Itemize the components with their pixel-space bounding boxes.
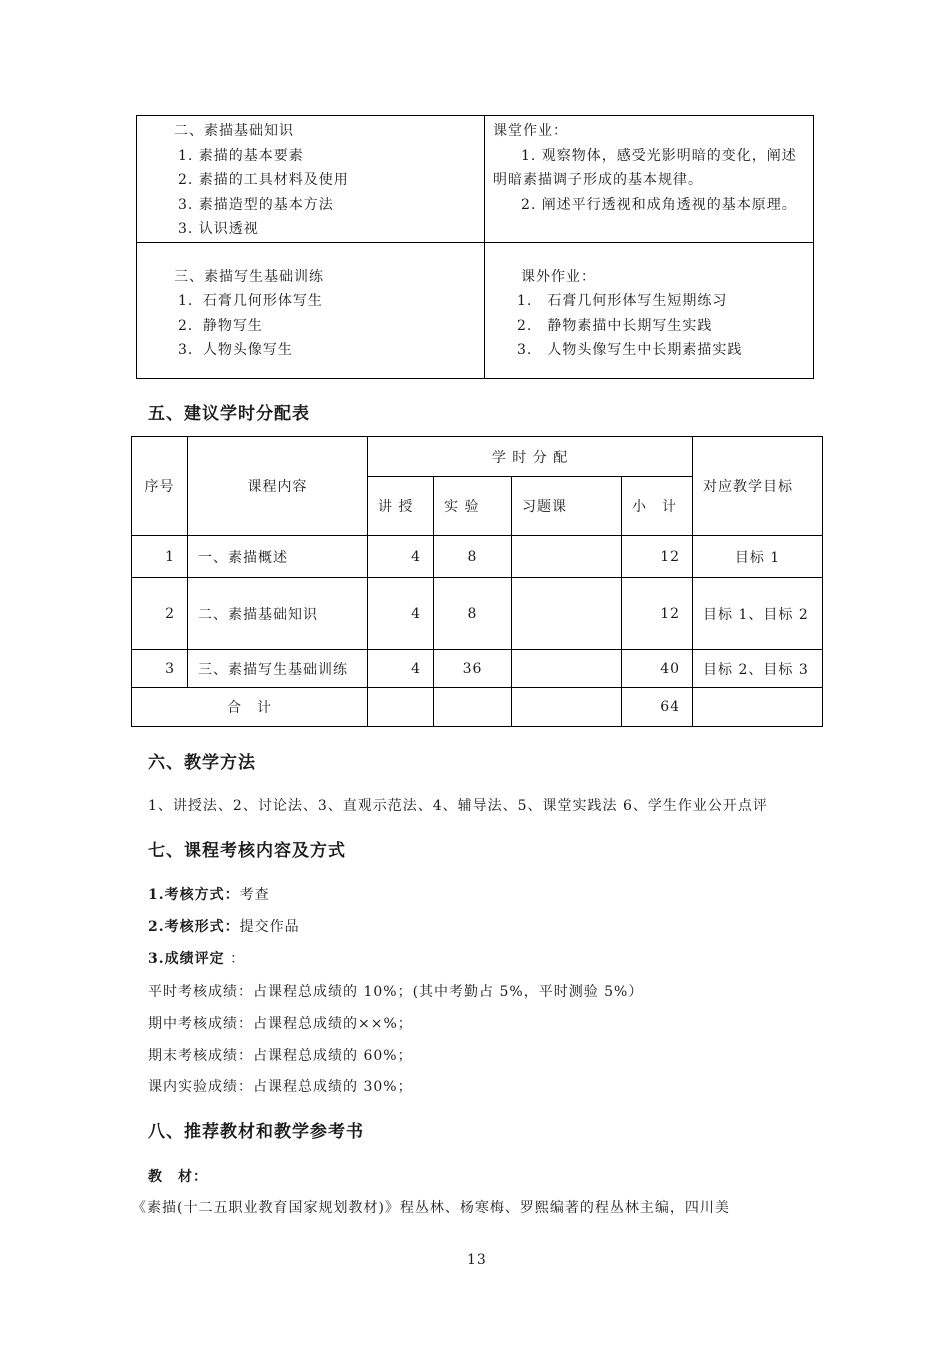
header-hours-group: 学 时 分 配 — [368, 437, 693, 477]
teaching-methods-text: 1、讲授法、2、讨论法、3、直观示范法、4、辅导法、5、课堂实践法 6、学生作业公开点评 — [148, 798, 768, 814]
content-line: 3．人物头像写生 — [178, 342, 293, 358]
header-index: 序号 — [132, 437, 188, 536]
cell-content: 三、素描写生基础训练 — [188, 650, 368, 688]
content-line: 3. 素描造型的基本方法 — [178, 196, 334, 213]
grade-line: 平时考核成绩：占课程总成绩的 10%；(其中考勤占 5%，平时测验 5%） — [148, 984, 644, 1000]
cell-lab: 8 — [434, 578, 512, 650]
grade-line: 期中考核成绩：占课程总成绩的××%； — [148, 1016, 413, 1032]
total-subtotal: 64 — [622, 688, 693, 727]
content-line: 2．静物写生 — [178, 317, 263, 334]
content-line: 2. 素描的工具材料及使用 — [178, 172, 349, 188]
table-row — [132, 578, 823, 650]
table-total-row — [132, 688, 823, 727]
header-lab: 实 验 — [434, 477, 512, 536]
assessment-value: 考查 — [239, 887, 270, 903]
cell-lecture: 4 — [368, 578, 434, 650]
assessment-value: 提交作品 — [239, 919, 300, 935]
content-line: 1．石膏几何形体写生 — [178, 293, 323, 309]
header-subtotal: 小 计 — [622, 477, 693, 536]
course-content-table — [136, 115, 814, 379]
table-row — [132, 536, 823, 578]
assessment-label: 3.成绩评定 — [148, 951, 225, 967]
assignment-title: 课外作业： — [521, 268, 596, 285]
assignment-paragraph: 1. 观察物体，感受光影明暗的变化，阐述明暗素描调子形成的基本规律。 — [493, 147, 797, 188]
cell-lab: 8 — [434, 536, 512, 578]
cell-lab: 36 — [434, 650, 512, 688]
assignment-paragraph: 2. 阐述平行透视和成角透视的基本原理。 — [521, 196, 797, 213]
assignment-cell-homework — [485, 242, 814, 378]
table-row — [132, 650, 823, 688]
header-lecture: 讲 授 — [368, 477, 434, 536]
content-line: 1. 素描的基本要素 — [178, 147, 304, 164]
cell-exercise — [512, 650, 622, 688]
cell-empty — [368, 688, 434, 727]
grade-evaluation — [148, 948, 245, 968]
section-heading: 八、推荐教材和教学参考书 — [148, 1122, 364, 1142]
assessment-label: 2.考核形式： — [148, 919, 240, 935]
cell-exercise — [512, 536, 622, 578]
hours-allocation-table — [131, 436, 823, 727]
cell-subtotal: 40 — [622, 650, 693, 688]
cell-index: 1 — [132, 536, 188, 578]
total-label: 合 计 — [132, 688, 368, 727]
cell-subtotal: 12 — [622, 578, 693, 650]
cell-subtotal: 12 — [622, 536, 693, 578]
section-heading: 七、课程考核内容及方式 — [148, 841, 346, 861]
assessment-value: ： — [230, 951, 246, 967]
grade-line: 期末考核成绩：占课程总成绩的 60%； — [148, 1048, 413, 1064]
cell-content: 一、素描概述 — [188, 536, 368, 578]
cell-goal: 目标 2、目标 3 — [693, 650, 823, 688]
content-cell-training — [137, 242, 485, 378]
header-exercise: 习题课 — [512, 477, 622, 536]
page-number: 13 — [467, 1252, 487, 1268]
assignment-item: 2. 静物素描中长期写生实践 — [517, 317, 713, 334]
content-line: 3. 认识透视 — [178, 221, 259, 237]
assessment-form — [148, 916, 300, 936]
cell-index: 2 — [132, 578, 188, 650]
cell-exercise — [512, 578, 622, 650]
content-line: 二、素描基础知识 — [174, 123, 294, 139]
cell-content: 二、素描基础知识 — [188, 578, 368, 650]
textbook-subtitle: 教 材： — [148, 1169, 208, 1185]
cell-empty — [434, 688, 512, 727]
header-content: 课程内容 — [188, 437, 368, 536]
cell-goal: 目标 1、目标 2 — [693, 578, 823, 650]
assignment-item: 3. 人物头像写生中长期素描实践 — [517, 342, 743, 358]
cell-goal: 目标 1 — [693, 536, 823, 578]
assignment-title: 课堂作业： — [493, 123, 568, 139]
cell-lecture: 4 — [368, 650, 434, 688]
assignment-item: 1. 石膏几何形体写生短期练习 — [517, 293, 728, 309]
header-goal: 对应教学目标 — [693, 437, 823, 536]
cell-index: 3 — [132, 650, 188, 688]
cell-empty — [512, 688, 622, 727]
section-heading: 五、建议学时分配表 — [148, 404, 310, 424]
cell-lecture: 4 — [368, 536, 434, 578]
content-cell-basics — [137, 116, 485, 243]
content-line: 三、素描写生基础训练 — [174, 268, 324, 285]
cell-empty — [693, 688, 823, 727]
assessment-label: 1.考核方式： — [148, 887, 240, 903]
textbook-text: 《素描(十二五职业教育国家规划教材)》程丛林、杨寒梅、罗熙编著的程丛林主编，四川美 — [132, 1200, 730, 1216]
grade-line: 课内实验成绩：占课程总成绩的 30%； — [148, 1079, 413, 1095]
section-heading: 六、教学方法 — [148, 753, 256, 773]
assessment-method — [148, 884, 270, 904]
assignment-cell-class — [485, 116, 814, 243]
